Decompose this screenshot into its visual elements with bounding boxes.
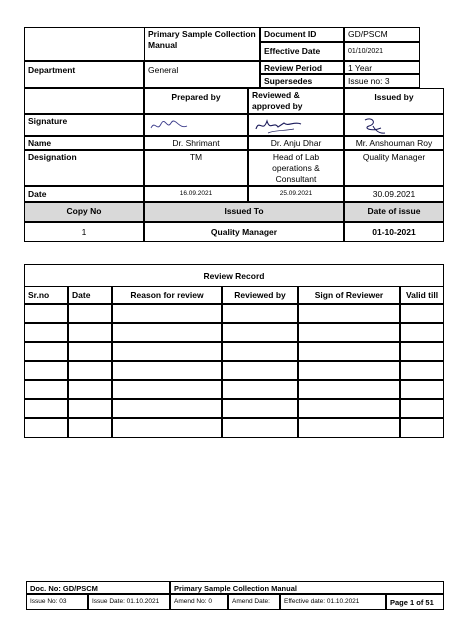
issued-by-header: Issued by [344, 88, 444, 114]
review-column-header: Date [68, 286, 112, 304]
review-empty-cell [24, 304, 68, 323]
issued-date: 30.09.2021 [344, 186, 444, 202]
copy-no-header: Copy No [24, 202, 144, 222]
handwritten-signature-icon [149, 118, 189, 134]
reviewed-date: 25.09.2021 [248, 186, 344, 202]
reviewed-signature [248, 114, 344, 136]
review-column-header: Sr.no [24, 286, 68, 304]
copy-no-value: 1 [24, 222, 144, 242]
review-empty-cell [400, 304, 444, 323]
issued-designation: Quality Manager [344, 150, 444, 186]
review-empty-cell [24, 342, 68, 361]
supersedes-label: Supersedes [260, 74, 344, 88]
prepared-signature [144, 114, 248, 136]
review-period-label: Review Period [260, 61, 344, 74]
review-empty-cell [222, 342, 298, 361]
review-empty-cell [298, 380, 400, 399]
review-empty-cell [400, 361, 444, 380]
footer-issue-date: Issue Date: 01.10.2021 [88, 594, 170, 610]
review-empty-cell [222, 380, 298, 399]
review-empty-cell [222, 399, 298, 418]
department-label: Department [24, 61, 144, 88]
review-empty-cell [68, 361, 112, 380]
doc-id-value: GD/PSCM [344, 27, 420, 42]
handwritten-signature-icon [359, 116, 389, 136]
date-of-issue-value: 01-10-2021 [344, 222, 444, 242]
footer-manual-title: Primary Sample Collection Manual [170, 581, 444, 594]
review-empty-cell [68, 399, 112, 418]
reviewed-designation: Head of Lab operations & Consultant [248, 150, 344, 186]
review-empty-cell [112, 361, 222, 380]
prepared-name: Dr. Shrimant [144, 136, 248, 150]
issued-to-value: Quality Manager [144, 222, 344, 242]
review-empty-cell [222, 418, 298, 438]
review-column-header: Reason for review [112, 286, 222, 304]
supersedes-value: Issue no: 3 [344, 74, 420, 88]
logo-cell [24, 27, 144, 61]
review-empty-cell [298, 418, 400, 438]
footer-amend-date: Amend Date: [228, 594, 280, 610]
handwritten-signature-icon [254, 117, 304, 135]
date-label: Date [24, 186, 144, 202]
review-empty-cell [68, 304, 112, 323]
prepared-date: 16.09.2021 [144, 186, 248, 202]
review-empty-cell [112, 304, 222, 323]
footer-doc-no: Doc. No: GD/PSCM [26, 581, 170, 594]
review-empty-cell [222, 304, 298, 323]
review-empty-cell [68, 323, 112, 342]
review-empty-cell [400, 342, 444, 361]
review-empty-cell [68, 418, 112, 438]
issued-name: Mr. Anshouman Roy [344, 136, 444, 150]
review-empty-cell [222, 361, 298, 380]
review-empty-cell [112, 323, 222, 342]
review-record-title: Review Record [203, 271, 265, 281]
review-empty-cell [68, 342, 112, 361]
review-empty-cell [400, 418, 444, 438]
signature-label: Signature [24, 114, 144, 136]
reviewed-by-header: Reviewed & approved by [248, 88, 344, 114]
prepared-by-header: Prepared by [144, 88, 248, 114]
review-empty-cell [298, 342, 400, 361]
review-empty-cell [68, 380, 112, 399]
effective-date-label: Effective Date [260, 42, 344, 61]
review-column-header: Valid till [400, 286, 444, 304]
footer-page-number: Page 1 of 51 [386, 594, 444, 610]
footer-effective-date: Effective date: 01.10.2021 [280, 594, 386, 610]
reviewed-name: Dr. Anju Dhar [248, 136, 344, 150]
issued-to-header: Issued To [144, 202, 344, 222]
name-label: Name [24, 136, 144, 150]
prepared-designation: TM [144, 150, 248, 186]
issued-signature [344, 114, 444, 136]
department-value: General [144, 61, 260, 88]
review-empty-cell [298, 323, 400, 342]
review-empty-cell [24, 418, 68, 438]
review-empty-cell [112, 418, 222, 438]
review-empty-cell [112, 399, 222, 418]
review-empty-cell [24, 323, 68, 342]
footer-issue-no: Issue No: 03 [26, 594, 88, 610]
doc-id-label: Document ID [260, 27, 344, 42]
designation-label: Designation [24, 150, 144, 186]
date-of-issue-header: Date of issue [344, 202, 444, 222]
review-empty-cell [298, 361, 400, 380]
review-empty-cell [298, 399, 400, 418]
review-empty-cell [24, 380, 68, 399]
review-empty-cell [400, 380, 444, 399]
review-empty-cell [112, 342, 222, 361]
review-period-value: 1 Year [344, 61, 420, 74]
review-empty-cell [24, 361, 68, 380]
review-empty-cell [298, 304, 400, 323]
review-empty-cell [24, 399, 68, 418]
approval-corner [24, 88, 144, 114]
review-column-header: Reviewed by [222, 286, 298, 304]
review-empty-cell [112, 380, 222, 399]
effective-date-value: 01/10/2021 [344, 42, 420, 61]
review-empty-cell [400, 399, 444, 418]
review-column-header: Sign of Reviewer [298, 286, 400, 304]
footer-amend-no: Amend No: 0 [170, 594, 228, 610]
review-empty-cell [400, 323, 444, 342]
document-title: Primary Sample Collection Manual [144, 27, 260, 61]
review-empty-cell [222, 323, 298, 342]
